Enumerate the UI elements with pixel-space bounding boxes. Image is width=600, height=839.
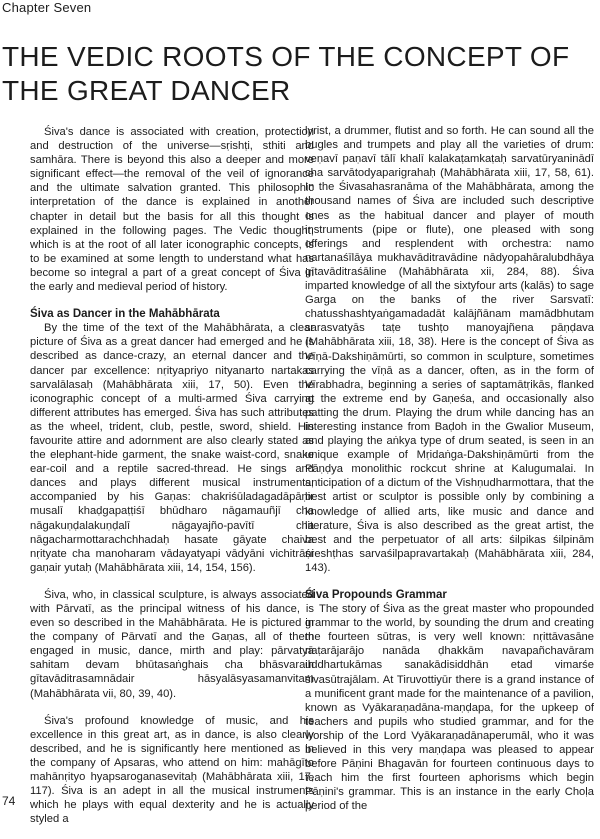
page-number: 74 xyxy=(2,794,16,808)
page-title: THE VEDIC ROOTS OF THE CONCEPT OF THE GREAT DANCER xyxy=(2,41,570,106)
body-paragraph: Śiva's dance is associated with creation, protection and destruction of the universe—sṛishṭi, sthiti and samhāra. There is beyond this also a deeper and more significant effect—the removal of the veil of ignorance and the ultimate salvation granted. This philosophic interpretation of the dance is explained in another chapter in detail but the basis for all this thought is explained in the following pages. The Vedic thought, which is at the root of all later iconographic concepts, is to be examined at some length to understand what has become so integral a part of a great concept of Śiva in the early and medieval period of history. xyxy=(30,126,314,294)
body-paragraph: Śiva, who, in classical sculpture, is always associated with Pārvatī, as the principal witness of his dance, is even so described in the Mahābhārata. He is pictured in the company of Pārvatī and the Gaṇas, all of them engaged in music, dance, mirth and play: pārvatyā sahitam devam bhūtasaṅghais cha bhāsvaraih gītavāditrasamnādair hāsyalāsyasamanvitam (Mahābhārata vii, 80, 39, 40). xyxy=(30,588,314,700)
section-heading: Śiva Propounds Grammar xyxy=(305,589,447,601)
chapter-label: Chapter Seven xyxy=(2,0,92,15)
body-paragraph: Śiva's profound knowledge of music, and his excellence in this great art, as in dance, is also clearly described, and he is significantly here mentioned as in the company of Apsaras, who attend on him: mahāgīto mahānṛityo hyapsaroganasevitaḥ (Mahābhārata xiii, 17, 117). Śiva is an adept in all the musical instruments which he plays with equal dexterity and he is actually styled a xyxy=(30,714,314,826)
section-heading: Śiva as Dancer in the Mahābhārata xyxy=(30,308,220,321)
left-column xyxy=(30,125,314,839)
body-paragraph: lyrist, a drummer, flutist and so forth. He can sound all the bugles and trumpets and play all the varieties of drum: veṇavī paṇavī tālī khalī kalakaṭamkaṭaḥ sarvatūryaninādī cha sarvātodyaparigrahaḥ (Mahābhārata xiii, 17, 58, 61). In the Śivasahasranāma of the Mahābhārata, among the thousand names of Śiva are included such descriptive ones as the habitual dancer and player of mouth instruments (pipe or flute), one pleased with song offerings and resplendent with orchestra: namo nartanaśīlāya mukhavāditravādine nādyopahāralubdhāya gītavāditraśāline (Mahābhārata xii, 284, 88). Śiva imparted knowledge of all the sixtyfour arts (kalās) to sage Garga on the banks of the river Sarsvatī: chatusshashtyaṅgamadadāt kalājñānam mamādbhutam sarasvatyās taṭe tushṭo manoyajñena pāṇḍava (Mahābhārata xiii, 18, 38). Here is the concept of Śiva as Vīṇā-Dakshiṇāmūrti, so common in sculpture, sometimes carrying the vīṇā as a dancer, often, as in the form of Vīrabhadra, beginning a series of saptamātṛikās, flanked at the extreme end by Gaṇeśa, and occasionally also patting the drum. Playing the drum while dancing has an interesting instance from Baḍoh in the Gwalior Museum, and playing the aṅkya type of drum seated, is seen in an unique example of Mṛidaṅga-Dakshiṇāmūrti from the Pāṇḍya monolithic rockcut shrine at Kalugumalai. In anticipation of a dictum of the Vishṇudharmottara, that the best artist or sculptor is possible only by combining a knowledge of allied arts, like music and dance and literature, Śiva is also described as the great artist, the best and the perpetuator of all arts: śilpikas śilpinām śreshṭhas sarvaśilpapravartakaḥ (Mahābhārata xiii, 284, 143). xyxy=(305,125,594,574)
body-paragraph: The story of Śiva as the great master who propounded grammar to the world, by sounding the drum and creating the fourteen sūtras, is very well known: nṛittāvasāne naṭarājarājo nanāda ḍhakkām navapañchavāram uddhartukāmas sanakādisiddhān etad vimarśe śivasūtrajālam. At Tiruvottiyūr there is a grand instance of a munificent grant made for the maintenance of a pavilion, known as Vyākaraṇadāna-maṇḍapa, for the upkeep of teachers and pupils who studied grammar, and for the worship of the Lord Vyākaraṇadānaperumāl, who it was believed in this very maṇḍapa was pleased to appear before Pāṇini Bhagavān for fourteen continuous days to teach him the first fourteen aphorisms which begin Pāṇini's grammar. This is an instance in the early Choḷa period of the xyxy=(305,603,594,813)
right-column xyxy=(305,124,594,827)
body-paragraph: By the time of the text of the Mahābhārata, a clear picture of Śiva as a great dancer had emerged and he is described as dance-crazy, an eternal dancer and the dancer par excellence: nṛityapriyo nityanarto nartakas sarvalālasaḥ (Mahābhārata xiii, 17, 50). Even the iconographic concept of a multi-armed Śiva carrying different attributes has emerged. Śiva has such attributes as the wheel, trident, club, pestle, sword, shield. His favourite attire and adornment are also clearly stated as the elephant-hide garment, the snake waist-cord, snake ear-coil and a reptile sacred-thread. He sings and dances and plays different musical instruments, accompanied by his Gaṇas: chakriśūladagadāpāṇir musalī khaḍgapaṭṭiśī bhūdharo nāgamauñjī cha nāgakuṇḍalakuṇḍalī nāgayajño-pavītī cha nāgacharmottarachchhadaḥ hasate gāyate chaiva nṛityate cha manoharam vādayatyapi vādyāni vichitrāṇi gaṇair yutaḥ (Mahābhārata xiii, 14, 154, 156). xyxy=(30,322,314,574)
